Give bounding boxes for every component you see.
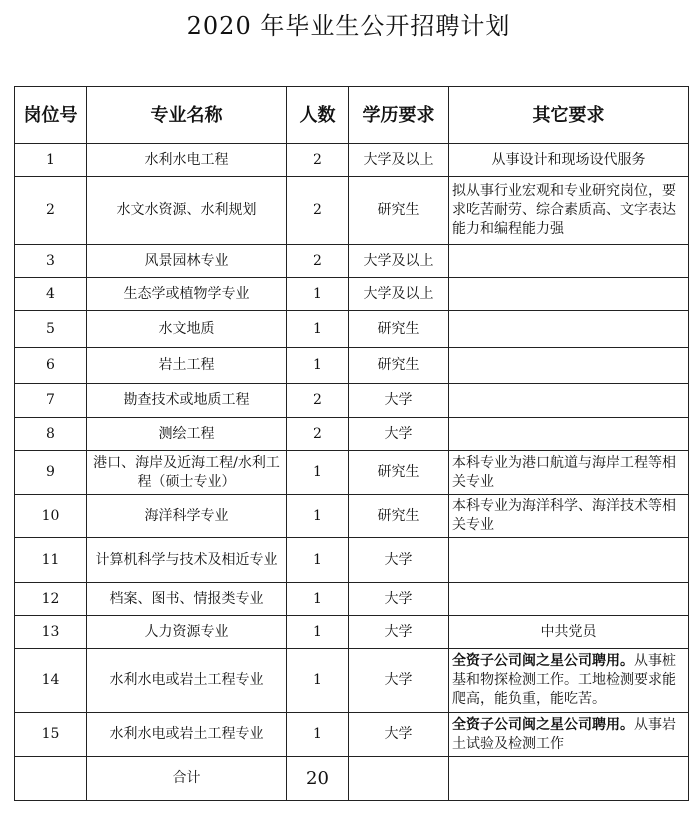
table-row — [15, 348, 689, 384]
total-empty-cell — [15, 757, 87, 801]
table-row — [15, 311, 689, 348]
table-row — [15, 384, 689, 418]
cell-education: 研究生 — [349, 495, 449, 538]
table-row — [15, 245, 689, 278]
cell-education: 大学及以上 — [349, 278, 449, 311]
cell-count: 1 — [287, 538, 349, 583]
table-row — [15, 649, 689, 713]
cell-other — [449, 451, 689, 495]
table-row — [15, 495, 689, 538]
cell-major: 港口、海岸及近海工程/水利工程（硕士专业） — [87, 451, 287, 495]
cell-major: 水利水电或岩土工程专业 — [87, 649, 287, 713]
cell-count: 1 — [287, 649, 349, 713]
cell-major: 岩土工程 — [87, 348, 287, 384]
cell-other — [449, 649, 689, 713]
header-education: 学历要求 — [349, 87, 449, 144]
cell-other-text: 本科专业为港口航道与海岸工程等相关专业 — [452, 454, 676, 490]
table-body — [15, 144, 689, 801]
cell-major: 测绘工程 — [87, 418, 287, 451]
cell-education: 大学及以上 — [349, 144, 449, 177]
total-row — [15, 757, 689, 801]
cell-other-text: 从事岩土试验及检测工作 — [452, 716, 676, 752]
cell-other — [449, 616, 689, 649]
cell-position-id: 7 — [15, 384, 87, 418]
cell-other — [449, 384, 689, 418]
cell-education: 研究生 — [349, 348, 449, 384]
cell-position-id: 10 — [15, 495, 87, 538]
cell-education: 大学 — [349, 583, 449, 616]
cell-other — [449, 177, 689, 245]
cell-count: 2 — [287, 177, 349, 245]
cell-other — [449, 583, 689, 616]
cell-position-id: 1 — [15, 144, 87, 177]
cell-count: 1 — [287, 713, 349, 757]
cell-major: 档案、图书、情报类专业 — [87, 583, 287, 616]
header-position-id: 岗位号 — [15, 87, 87, 144]
cell-other-text: 中共党员 — [540, 623, 597, 640]
cell-education: 大学 — [349, 384, 449, 418]
cell-education: 研究生 — [349, 177, 449, 245]
cell-count: 2 — [287, 418, 349, 451]
cell-major: 生态学或植物学专业 — [87, 278, 287, 311]
cell-position-id: 3 — [15, 245, 87, 278]
cell-education: 大学 — [349, 418, 449, 451]
cell-count: 1 — [287, 583, 349, 616]
cell-education: 大学及以上 — [349, 245, 449, 278]
cell-major: 人力资源专业 — [87, 616, 287, 649]
cell-count: 1 — [287, 495, 349, 538]
cell-other — [449, 348, 689, 384]
cell-education: 大学 — [349, 538, 449, 583]
cell-other — [449, 245, 689, 278]
cell-other — [449, 311, 689, 348]
total-count: 20 — [287, 757, 349, 801]
cell-education: 大学 — [349, 616, 449, 649]
cell-other-text: 拟从事行业宏观和专业研究岗位，要求吃苦耐劳、综合素质高、文字表达能力和编程能力强 — [452, 183, 676, 237]
cell-other — [449, 418, 689, 451]
cell-major: 水利水电或岩土工程专业 — [87, 713, 287, 757]
table-row — [15, 418, 689, 451]
total-empty-cell — [349, 757, 449, 801]
table-row — [15, 278, 689, 311]
cell-position-id: 12 — [15, 583, 87, 616]
cell-other — [449, 713, 689, 757]
table-row — [15, 616, 689, 649]
cell-position-id: 5 — [15, 311, 87, 348]
cell-other-text: 本科专业为海洋科学、海洋技术等相关专业 — [452, 498, 676, 533]
cell-major: 计算机科学与技术及相近专业 — [87, 538, 287, 583]
cell-position-id: 14 — [15, 649, 87, 713]
cell-position-id: 9 — [15, 451, 87, 495]
cell-major: 水文地质 — [87, 311, 287, 348]
cell-position-id: 2 — [15, 177, 87, 245]
table-row — [15, 451, 689, 495]
table-row — [15, 538, 689, 583]
cell-major: 水文水资源、水利规划 — [87, 177, 287, 245]
cell-other-text: 从事设计和现场设代服务 — [491, 151, 646, 168]
cell-other-text: 从事桩基和物探检测工作。工地检测要求能爬高，能负重，能吃苦。 — [452, 653, 676, 707]
table-header-row — [15, 87, 689, 144]
cell-position-id: 13 — [15, 616, 87, 649]
cell-count: 1 — [287, 451, 349, 495]
cell-other-emphasis: 全资子公司闽之星公司聘用。 — [452, 716, 634, 733]
cell-education: 研究生 — [349, 451, 449, 495]
cell-count: 1 — [287, 311, 349, 348]
header-major: 专业名称 — [87, 87, 287, 144]
cell-position-id: 8 — [15, 418, 87, 451]
cell-position-id: 6 — [15, 348, 87, 384]
cell-count: 1 — [287, 616, 349, 649]
table-row — [15, 177, 689, 245]
cell-major: 海洋科学专业 — [87, 495, 287, 538]
cell-other — [449, 495, 689, 538]
cell-major: 风景园林专业 — [87, 245, 287, 278]
cell-count: 1 — [287, 278, 349, 311]
recruitment-table — [14, 86, 689, 801]
cell-position-id: 15 — [15, 713, 87, 757]
cell-position-id: 4 — [15, 278, 87, 311]
cell-count: 2 — [287, 144, 349, 177]
page-title: 2020 年毕业生公开招聘计划 — [186, 12, 511, 40]
cell-education: 研究生 — [349, 311, 449, 348]
table-row — [15, 144, 689, 177]
cell-other-emphasis: 全资子公司闽之星公司聘用。 — [452, 653, 634, 669]
cell-count: 2 — [287, 384, 349, 418]
cell-position-id: 11 — [15, 538, 87, 583]
cell-count: 1 — [287, 348, 349, 384]
cell-count: 2 — [287, 245, 349, 278]
total-empty-cell — [449, 757, 689, 801]
header-count: 人数 — [287, 87, 349, 144]
cell-other — [449, 538, 689, 583]
cell-other — [449, 144, 689, 177]
table-row — [15, 583, 689, 616]
cell-major: 水利水电工程 — [87, 144, 287, 177]
cell-major: 勘查技术或地质工程 — [87, 384, 287, 418]
cell-education: 大学 — [349, 649, 449, 713]
total-label: 合计 — [87, 757, 287, 801]
table-row — [15, 713, 689, 757]
header-other: 其它要求 — [449, 87, 689, 144]
cell-education: 大学 — [349, 713, 449, 757]
cell-other — [449, 278, 689, 311]
